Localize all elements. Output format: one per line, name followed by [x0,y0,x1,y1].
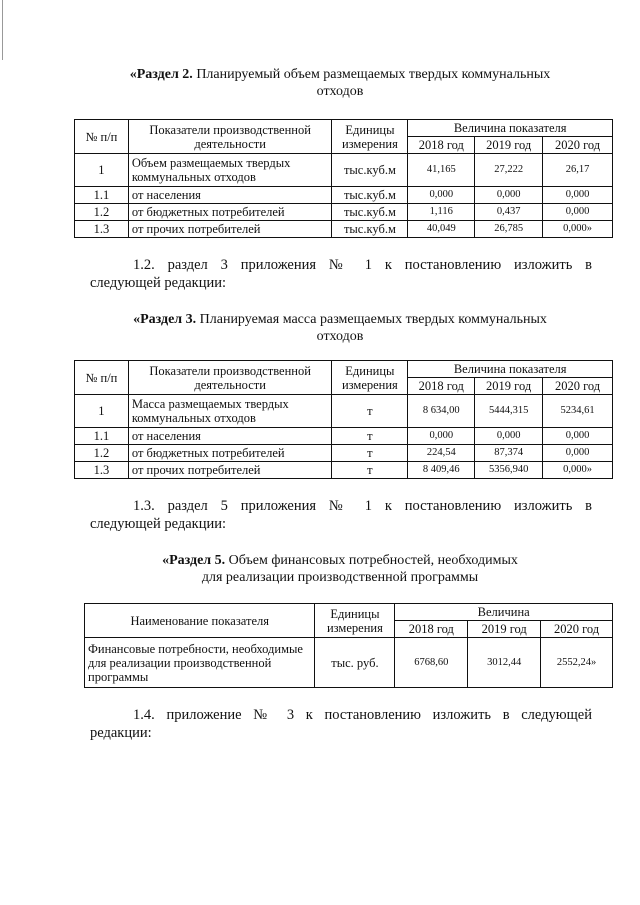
table-row [75,204,613,221]
row-value-2018: 0,000 [408,187,475,204]
header-year-2019: 2019 год [475,137,543,154]
section-5-title [120,552,560,586]
table-header-row [75,361,613,378]
row-unit: тыс. руб. [315,638,395,688]
row-value-2019: 27,222 [475,154,543,187]
row-value-2018: 8 409,46 [408,462,475,479]
row-name: Масса размещаемых твердых коммунальных отходов [128,395,332,428]
section-3-title-line2: отходов [316,329,364,344]
row-value-2020: 0,000» [543,462,613,479]
table-row [75,395,613,428]
section-2-table [74,119,613,238]
section-5-title-rest: Объем финансовых потребностей, необходимых [225,553,518,568]
header-year-2018: 2018 год [395,621,468,638]
row-value-2020: 26,17 [543,154,613,187]
row-num: 1.3 [75,221,129,238]
section-5-title-line2: для реализации производственной программы [201,570,479,585]
row-value-2019: 0,437 [475,204,543,221]
section-2-title [90,66,590,100]
row-value-2020: 0,000 [543,445,613,462]
row-value-2018: 6768,60 [395,638,468,688]
row-value-2018: 224,54 [408,445,475,462]
section-5-title-bold: «Раздел 5. [162,553,226,568]
row-unit: тыс.куб.м [332,204,408,221]
row-name: от населения [128,428,332,445]
row-value-2019: 0,000 [475,428,543,445]
header-value: Величина показателя [408,120,613,137]
paragraph-1-4 [90,706,592,742]
paragraph-1-3 [90,497,592,533]
header-indicator: Наименование показателя [85,604,315,638]
section-3-title-bold: «Раздел 3. [133,312,197,327]
row-name: Финансовые потребности, необходимые для реализации производственной программы [85,638,315,688]
row-num: 1.1 [75,187,129,204]
header-year-2018: 2018 год [408,378,475,395]
paragraph-1-3-line1: 1.3. раздел 5 приложения № 1 к постановлению изложить в [133,498,592,514]
row-value-2019: 0,000 [475,187,543,204]
row-name: от прочих потребителей [128,221,332,238]
row-num: 1 [75,395,129,428]
table-row [75,187,613,204]
row-value-2018: 0,000 [408,428,475,445]
row-unit: т [332,445,408,462]
row-value-2020: 0,000 [543,204,613,221]
row-value-2020: 5234,61 [543,395,613,428]
header-year-2018: 2018 год [408,137,475,154]
row-value-2018: 40,049 [408,221,475,238]
row-unit: т [332,462,408,479]
header-year-2019: 2019 год [468,621,541,638]
header-year-2020: 2020 год [543,378,613,395]
header-value: Величина [395,604,613,621]
table-row [75,445,613,462]
paragraph-1-3-line2: следующей редакции: [90,516,227,532]
table-header-row [85,604,613,621]
row-value-2019: 5356,940 [475,462,543,479]
row-value-2018: 1,116 [408,204,475,221]
section-3-title [90,311,590,345]
row-value-2018: 41,165 [408,154,475,187]
header-year-2019: 2019 год [475,378,543,395]
section-3-title-rest: Планируемая масса размещаемых твердых коммунальных [196,312,547,327]
table-row [75,462,613,479]
header-units: Единицы измерения [332,361,408,395]
row-unit: тыс.куб.м [332,221,408,238]
table-row [75,221,613,238]
section-2-title-bold: «Раздел 2. [129,67,193,82]
section-2-title-rest: Планируемый объем размещаемых твердых коммунальных [192,67,551,82]
header-num: № п/п [75,361,129,395]
row-num: 1.2 [75,204,129,221]
row-value-2019: 87,374 [475,445,543,462]
header-year-2020: 2020 год [543,137,613,154]
header-units: Единицы измерения [332,120,408,154]
row-num: 1.3 [75,462,129,479]
table-row [75,428,613,445]
section-2-title-line2: отходов [316,84,364,99]
row-value-2020: 0,000 [543,428,613,445]
paragraph-1-4-line2: редакции: [90,725,152,741]
section-3-table [74,360,613,479]
row-num: 1.2 [75,445,129,462]
row-name: от бюджетных потребителей [128,204,332,221]
header-num: № п/п [75,120,129,154]
header-indicator: Показатели производственной деятельности [128,361,332,395]
row-unit: тыс.куб.м [332,187,408,204]
paragraph-1-2 [90,256,592,292]
row-value-2019: 26,785 [475,221,543,238]
row-unit: т [332,428,408,445]
row-name: от прочих потребителей [128,462,332,479]
row-value-2019: 3012,44 [468,638,541,688]
row-value-2019: 5444,315 [475,395,543,428]
scan-edge-line [2,0,3,60]
row-value-2020: 0,000 [543,187,613,204]
row-value-2020: 2552,24» [541,638,613,688]
table-row [85,638,613,688]
row-value-2018: 8 634,00 [408,395,475,428]
row-num: 1 [75,154,129,187]
row-unit: т [332,395,408,428]
table-row [75,154,613,187]
table-header-row [75,120,613,137]
section-5-table [84,603,613,688]
header-indicator: Показатели производственной деятельности [128,120,332,154]
paragraph-1-2-line1: 1.2. раздел 3 приложения № 1 к постановлению изложить в [133,257,592,273]
row-unit: тыс.куб.м [332,154,408,187]
row-name: Объем размещаемых твердых коммунальных отходов [128,154,332,187]
row-name: от бюджетных потребителей [128,445,332,462]
paragraph-1-2-line2: следующей редакции: [90,275,227,291]
row-value-2020: 0,000» [543,221,613,238]
header-year-2020: 2020 год [541,621,613,638]
row-name: от населения [128,187,332,204]
header-units: Единицы измерения [315,604,395,638]
header-value: Величина показателя [408,361,613,378]
row-num: 1.1 [75,428,129,445]
paragraph-1-4-line1: 1.4. приложение № 3 к постановлению изложить в следующей [133,707,592,723]
